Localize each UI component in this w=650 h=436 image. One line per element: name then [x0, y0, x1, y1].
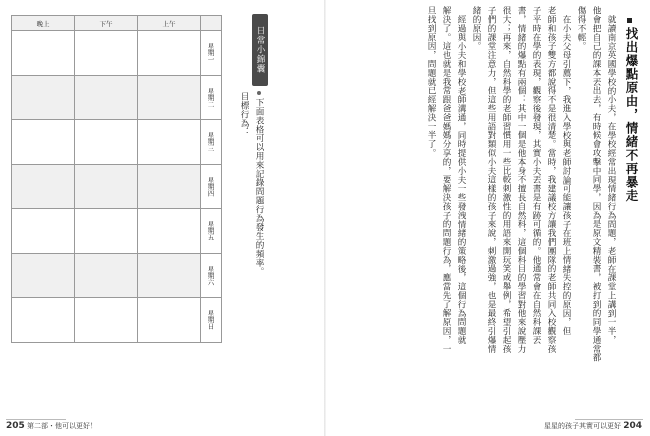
table-row: [12, 31, 222, 76]
paragraph-line: 緒的原因。: [471, 6, 481, 51]
table-cell: [12, 120, 75, 165]
paragraph-line: 傷得不輕。: [576, 6, 586, 51]
bullet-dot-icon: [257, 91, 261, 95]
row-label-day: 星期二: [201, 75, 222, 120]
table-cell: [75, 253, 138, 298]
footer-section: 星星的孩子其實可以更好: [543, 422, 621, 430]
column-header-morning: 上午: [138, 16, 201, 31]
footer-rule: [6, 419, 66, 420]
table-cell: [75, 164, 138, 209]
footer-section: 第二部・他可以更好！: [27, 422, 98, 430]
paragraph-line: 在小夫父母引薦下，我進入學校與老師討論可能讓孩子在班上情緒失控的原因，但: [561, 15, 571, 336]
row-label-day: 星期三: [201, 120, 222, 165]
table-cell: [75, 298, 138, 343]
table-row: [12, 164, 222, 209]
page-number: 204: [623, 421, 642, 431]
paragraph-line: 解決了。這也就是我常跟爸爸媽媽分享的，要解決孩子的問題行為，應當先了解原因，一: [441, 6, 451, 354]
table-row: [12, 120, 222, 165]
row-label-day: 星期日: [201, 298, 222, 343]
row-label-day: 星期一: [201, 31, 222, 76]
section-heading: 找出爆點原由，情緒不再暴走: [624, 27, 639, 203]
footer-rule: [575, 419, 643, 420]
table-row: [12, 75, 222, 120]
row-label-day: 星期五: [201, 209, 222, 254]
tip-text: 下面表格可以用來記錄問題行為發生的頻率。: [254, 98, 264, 276]
paragraph-line: 子平時在學的表現，觀察後發現，其實小夫丟書是有跡可循的。他通常會在自然科課丟: [531, 6, 541, 345]
paragraph-line: 就讀南京英國學校的小夫，在學校經常出現情緒行為問題，老師在課堂上講到一半，: [606, 15, 616, 345]
table-row: [12, 209, 222, 254]
right-footer: [544, 421, 642, 431]
table-cell: [138, 253, 201, 298]
page-number: 205: [6, 421, 25, 431]
table-cell: [75, 120, 138, 165]
target-behavior-label: 目標行為：: [239, 92, 249, 137]
tip-label: 日常小錦囊: [252, 14, 268, 86]
table-row: [12, 253, 222, 298]
table-header-row: [12, 16, 222, 31]
table-cell: [138, 75, 201, 120]
table-cell: [75, 31, 138, 76]
table-cell: [138, 209, 201, 254]
column-header-afternoon: 下午: [75, 16, 138, 31]
paragraph-line: 旦找到原因，問題就已經解決一半了。: [426, 6, 436, 158]
table-cell: [75, 209, 138, 254]
table-row: [12, 298, 222, 343]
table-cell: [12, 209, 75, 254]
column-header-corner: [201, 16, 222, 31]
row-label-day: 星期六: [201, 253, 222, 298]
paragraph-line: 老師和孩子雙方都說得不是很清楚。當時，我建議校方讓我們團隊的老師共同入校觀察孩: [546, 6, 556, 354]
behavior-frequency-table: [11, 15, 222, 343]
paragraph-line: 書，情緒的爆點有兩個：其中一個是他本身不擅長自然科，這個科目的學習對他來說壓力: [516, 6, 526, 354]
table-cell: [138, 120, 201, 165]
table-cell: [138, 31, 201, 76]
right-page: [325, 0, 650, 436]
paragraph-line: 子們的課堂注意力，但這些用語對類似小夫這樣的孩子來說，刺激過強，也是最終引爆情: [486, 6, 496, 354]
table-cell: [12, 164, 75, 209]
table-cell: [12, 75, 75, 120]
heading-bullet-icon: [627, 18, 632, 23]
column-header-evening: 晚上: [12, 16, 75, 31]
table-cell: [12, 298, 75, 343]
table-cell: [138, 298, 201, 343]
left-footer: [6, 421, 97, 431]
table-cell: [12, 31, 75, 76]
paragraph-line: 他會把自己的課本丟出去，有時候會攻擊中同學，因為是原文精裝書，被打到的同學通常都: [591, 6, 601, 362]
paragraph-line: 很大；再來，自然科學的老師習慣用一些比較刺激性的用語來開玩笑或舉例，希望引起孩: [501, 6, 511, 354]
paragraph-line: 經過與小夫和學校老師溝通，同時提供小夫一些發洩情緒的策略後，這個行為問題就: [456, 15, 466, 345]
row-label-day: 星期四: [201, 164, 222, 209]
table-cell: [75, 75, 138, 120]
table-cell: [12, 253, 75, 298]
table-cell: [138, 164, 201, 209]
